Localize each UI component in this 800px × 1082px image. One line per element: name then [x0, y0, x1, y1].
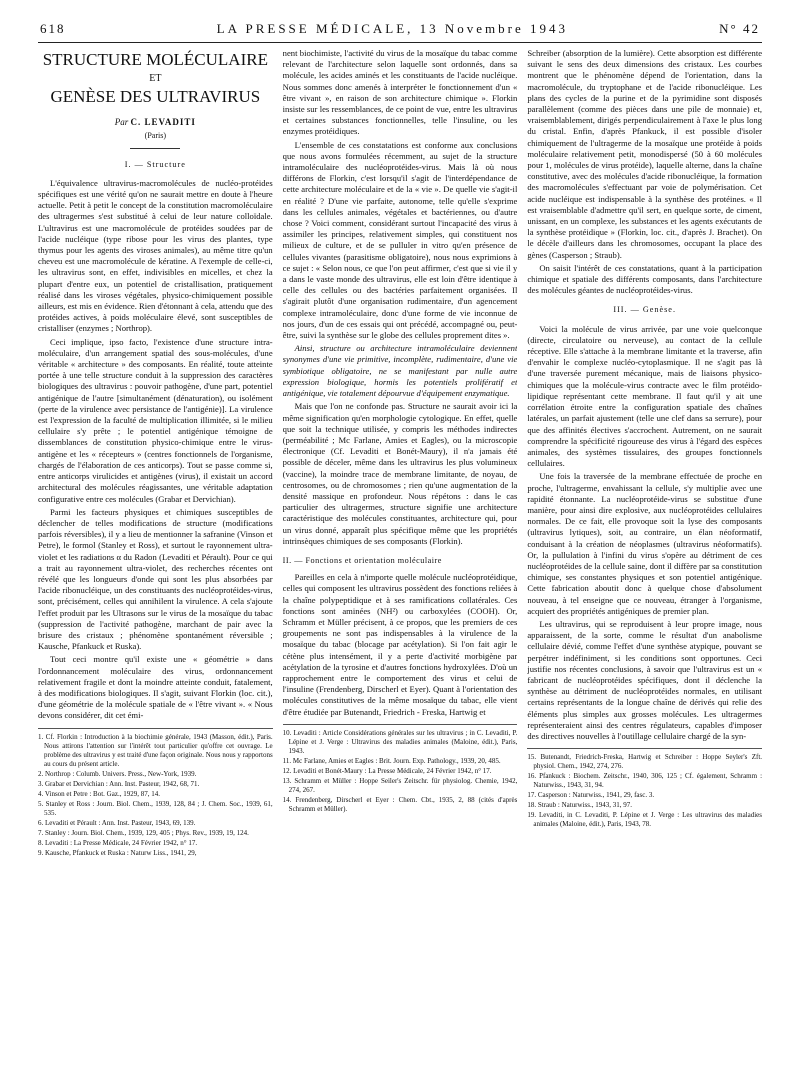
footnote: 18. Straub : Naturwiss., 1943, 31, 97.: [527, 801, 632, 810]
article-title: STRUCTURE MOLÉCULAIRE: [42, 50, 268, 69]
byline: [38, 117, 273, 128]
footnotes: [527, 748, 762, 829]
article-title-conjunction: ET: [149, 73, 162, 84]
footnote: 16. Pfankuck : Biochem. Zeitschr., 1940, 306, 125 ; Cf. également, Schramm : Naturwiss., 1943, 31, 94.: [527, 772, 763, 790]
column-3: [527, 48, 762, 1058]
journal-name: LA PRESSE MÉDICALE,: [216, 21, 414, 36]
footnote: 3. Grabar et Dervichian : Ann. Inst. Pasteur, 1942, 68, 71.: [38, 779, 200, 788]
footnote: 2. Northrop : Columb. Univers. Press., New-York, 1939.: [38, 769, 197, 778]
paragraph: Pareilles en cela à n'importe quelle molécule nucléoprotéidique, celles qui composent les ultravirus possèdent des fonctions reliées à la chaîne polypeptidique et à ses ramifications collatérales. Ces fonctions sont aminées (NH²) ou carboxylées (COOH). Or, Schramm et Müller précisent, à ce propos, que les premiers de ces groupements ne sont pas indispensables à la virulence de la mosaïque du tabac (blocage par acétylation). Si l'on fait agir le cétène plus intensément, il y a perte d'activité morbigène par acétylation de la tyrosine et d'autres fonctions hydroxylées. D'où un rapprochement entre le comportement des virus et celui de l'insuline (Frendenberg, Dirscherl et Eyer). Quant à l'orientation des molécules constitutives de la même mosaïque du tabac, elle vient d'être étudiée par Butenandt, Friedrich - Freska, Hartwig et: [282, 572, 518, 717]
footnotes: [283, 724, 518, 814]
paragraph: On saisit l'intérêt de ces constatations, quant à la participation chimique et spatiale des différents composants, dans l'architecture des molécules géantes de nucléoprotéides-virus.: [527, 262, 763, 296]
paragraph: L'équivalence ultravirus-macromolécules de nucléo-protéides spécifiques est une vérité qu'on ne saurait mettre en doute à l'heure actuelle. Petit à petit le concept de la constitution macromoléculaire des ultragermes s'est substitué à celui de leur nature colloïdale. L'ultravirus est une macromolécule de protéides soudées par de l'acide nucléique (type ribose pour les virus des plantes, type thymus pour les agents des viroses animales), au même titre qu'un cheveu est une macromolécule de kératine. A l'exemple de celle-ci, les ultravirus sont, en effet, indivisibles en micelles, et chez la plupart d'entre eux, un potentiel de cristallisation, pratiquement réalisé dans les viroses végétales, physico-chimiquement possible ailleurs, est mis en évidence. Rien d'étonnant à cela, attendu que des protéides actives, à poids moléculaire élevé, sont susceptibles de cristalliser (enzymes ; Northrop).: [38, 177, 273, 334]
footnote: 6. Levaditi et Pérault : Ann. Inst. Pasteur, 1943, 69, 139.: [38, 818, 196, 827]
footnote: 11. Mc Farlane, Amies et Eagles : Brit. Journ. Exp. Pathology., 1939, 20, 485.: [282, 756, 501, 765]
footnote: 8. Levaditi : La Presse Médicale, 24 Février 1942, n° 17.: [38, 838, 198, 847]
footnote: 13. Schramm et Müller : Hoppe Seiler's Zeitschr. für physiolog. Chemie, 1942, 274, 267.: [282, 776, 518, 794]
article-subtitle: GENÈSE DES ULTRAVIRUS: [50, 87, 261, 107]
paragraph: Parmi les facteurs physiques et chimiques susceptibles de déclencher de telles modifications de structure (modifications parfois réversibles), il y a lieu de mentionner la safranine (Vinson et Petre), le formol (Stanley et Ross), et surtout le rayonnement ultra-violet et les radiations α du Radon (Levaditi et Pérault). Pour ce qui a trait au rayonnement ultra-violet, des recherches récentes ont révélé que les longueurs d'onde qui sont les plus absorbées par l'acide ribonucléique, un des constituants des nucléoprotéides-virus, sont, précisément, celles qui annihilent la virulence. A cela s'ajoute l'effet produit par les Ultrasons sur le virus de la mosaïque du tabac (suppression de l'activité pathogène, marchant de pair avec la brisure des cristaux ; phénomène spontanément réversible ; Kausche, Pfankuck et Ruska).: [38, 506, 273, 652]
paragraph: Schreiber (absorption de la lumière). Cette absorption est différente suivant le sens des deux dimensions des cristaux. Les courbes montrent que le phénomène dépend de l'orientation, dans la macromolécule, du tryptophane et de l'acide ribonucléique. Les plans des cycles de la purine et de la pyrimidine sont disposés parallèlement (comme des pièces dans une pile de monnaie) et, vraisemblablement, dirigés perpendiculairement à l'axe le plus long du cristal. Enfin, d'après Pfankuck, il est possible d'isoler chimiquement de l'ultragerme de la mosaïque une protéide à poids moléculaire relativement petit, monodispersé (50 à 60 molécules pour 1, molécules de virus protéide), laquelle alterne, dans la chaîne constitutive, avec des molécules d'acide ribonucléique, la formation des macromolécules s'effectuant par voie de polymérisation. Cet acide nucléique est indispensable à la synthèse des protéines. « Il est vraisemblable d'admettre qu'il sert, en quelque sorte, de ciment, unissant, en un complexe, les substances et les agents exécutants de la synthèse protéidique » (Florkin, loc. cit., d'après J. Brachet). On le décèle d'ailleurs dans les chromosomes, occupant la place des gènes (Casperson ; Straub).: [527, 48, 763, 260]
footnote: 5. Stanley et Ross : Journ. Biol. Chem., 1939, 128, 84 ; J. Chem. Soc., 1939, 61, 535.: [38, 799, 273, 817]
issue-date: 13 Novembre 1943: [419, 21, 569, 36]
column-1: [38, 48, 273, 1058]
section-heading-fonctions: II. — Fonctions et orientation moléculaire: [282, 555, 442, 565]
header-rule: [38, 42, 762, 43]
footnote: 19. Levaditi, in C. Levaditi, P. Lépine et J. Verge : Les ultravirus des maladies animales (Maloine, édit.), Paris, 1943, 78.: [527, 811, 763, 829]
footnote: 1. Cf. Florkin : Introduction à la biochimie générale, 1943 (Masson, édit.), Paris. Nous attirons l'attention sur l'intérêt tout particulier qu'offre cet ouvrage. Le problème des ultravirus y est traité d'une façon originale. Nous nous y rapportons au cours du présent article.: [38, 732, 273, 768]
footnote: 15. Butenandt, Friedrich-Freska, Hartwig et Schreiber : Hoppe Seyler's Zft. physiol. Chem., 1942, 274, 276.: [527, 753, 763, 771]
paragraph: Les ultravirus, qui se reproduisent à leur propre image, nous apparaissent, de la sorte, comme le résultat d'un anabolisme cellulaire dévié, comme l'effet d'une synthèse atypique, pouvant se perpétrer indéfiniment, si les conditions sont opportunes. Ceci justifie nos récentes conclusions, à savoir que l'ultravirus est un « fabricant de nucléoprotéides spécifiques, dont il déclenche la synthèse au détriment de nucléoprotéides normales, en utilisant certains représentants de la longue chaîne de dérivés qui relie des éléments plus simples aux grosses molécules. Les ultragermes représenteraient ainsi des centres régulateurs, capables d'imposer des directives nouvelles à l'outillage cellulaire chargé de la syn-: [527, 618, 763, 741]
paragraph: Ceci implique, ipso facto, l'existence d'une structure intra-moléculaire, d'un arrangement spatial des sous-molécules, d'une véritable « architecture » des composants. En réalité, toute atteinte portée à une telle structure conduit à la suppression des caractères biologiques des ultravirus : pouvoir pathogène, d'une part, potentiel antigénique de l'autre [simultanément (dénaturation), ou isolément (perte de la virulence avec persistance de l'antigénie)]. La virulence est l'expression de la faculté de multiplication illimitée, si le milieu cellulaire s'y prête ; le potentiel antigénique témoigne de dissemblances de constitution physico-chimique entre le virus-antigène et les « récepteurs » (centres fonctionnels de l'organisme, chargés de l'élaboration de ces anticorps). Tout se passe comme si, entre anticorps virulicides et antigènes (virus), il existait un accord architectural des molécules réagissantes, une véritable adaptation configurative entre ces molécules (Grabar et Dervichian).: [38, 336, 273, 504]
footnote: 17. Casperson : Naturwiss., 1941, 29, fasc. 3.: [527, 791, 655, 800]
paragraph: Une fois la traversée de la membrane effectuée de proche en proche, l'ultragerme, envahissant la cellule, s'y multiplie avec une rapidité étonnante. La nucléoprotéide-virus se substitue d'une manière, pour ainsi dire explosive, aux nucléoprotéides cellulaires normales. De ce fait, elle provoque soit la lyse des composants (ultravirus lytiques), soit, au contraire, un élan néoformatif, conduisant à la création de néoplasmes (ultravirus néoformatifs). Or, la pullulation à l'infini du virus s'opère au détriment de ces nucléoprotéides de la cellule saine, dont il diffère par sa constitution chimique, ses constantes physiques et son potentiel antigénique. Cette fabrication aboutit donc à quelque chose d'absolument nouveau, à tel enseigne que ce nouveau, étranger à l'organisme, acquiert des propriétés antigéniques de premier plan.: [527, 471, 763, 616]
section-heading-structure: I. — Structure: [124, 159, 186, 169]
paragraph: Voici la molécule de virus arrivée, par une voie quelconque (directe, circulatoire ou nerveuse), au contact de la cellule réceptive. Elle s'attache à la membrane limitante et la traverse, afin d'envahir le complexe nucléo-cytoplasmique. Il ne s'agit pas là d'une traversée purement mécanique, mais de liaisons physico-chimiques que la molécule-virus contracte avec le film protéido-lipidique représentant cette membrane. Il faut qu'il y ait une corrélation étroite entre la configuration spatiale des chaînes latérales, un parfait ajustement (telle une clef dans sa serrure), pour que des affinités électives s'accrochent. Autrement, on ne saurait comprendre la spécificité rigoureuse des virus à l'égard des espèces animales, des systèmes tissulaires, des groupes fonctionnels cellulaires.: [527, 323, 763, 469]
column-2: [283, 48, 518, 1058]
footnote: 4. Vinson et Petre : Bot. Gaz., 1929, 87, 14.: [38, 789, 160, 798]
article-columns: [38, 48, 762, 1058]
paragraph: nent biochimiste, l'activité du virus de la mosaïque du tabac comme relevant de l'architecture selon laquelle sont ordonnés, dans sa molécule, les acides aminés et les constituants de l'acide nucléique. Nous sommes donc amenés à interpréter le fonctionnement d'un « être vivant », en raison de son architecture chimique ». Florkin insiste sur les ressemblances, de ce point de vue, entre les ultravirus et certaines substances fonctionnelles, telle l'insuline, ou les enzymes protéidiques.: [282, 48, 518, 137]
journal-title: [217, 21, 568, 37]
section-heading-genese: III. — Genèse.: [613, 305, 676, 315]
author-affiliation: (Paris): [144, 131, 166, 141]
paragraph: Mais que l'on ne confonde pas. Structure ne saurait avoir ici la même signification qu'en morphologie cytologique. En effet, quelle que soit la technique utilisée, y compris les méthodes indirectes (perméabilité ; Mc Farlane, Amies et Eagles), ou la microscopie électronique (Cf. Levaditi et Bonét-Maury), il n'a jamais été possible de déceler, même dans les ultravirus les plus volumineux (vaccine), la moindre trace de membrane limitante, de noyau, de centrosomes, ou de chromosomes ; rien qu'une augmentation de la densité massique en profondeur. Nous répétons : dans le cas particulier des ultragermes, structure signifie une architecture caractéristique des molécules constituantes, architecture qui, pour un virus donné, apparaît plus spécifique même que les propriétés intrinsèques chimiques de ses composants (Florkin).: [282, 401, 518, 546]
footnote: 14. Frendenberg, Dirscherl et Eyer : Chem. Cbt., 1935, 2, 88 (cités d'après Schramm et Müller).: [282, 795, 518, 813]
paragraph: L'ensemble de ces constatations est conforme aux conclusions que nous avons formulées récemment, au sujet de la structure intramoléculaire des nucléoprotéides-virus. Mais là où nous différons de Florkin, c'est lorsqu'il s'agit de l'interdépendance de cette architecture moléculaire et de la « vie ». De quelle vie s'agit-il en réalité ? D'une vie parfaite, autonome, telle qu'elle s'exprime dans les cellules animales, végétales et bactériennes, ou d'autre chose ? Voici comment, considérant surtout l'incapacité des virus à assimiler les principes, relativement simples, qui constituent nos milieux de culture, et de se pulluler in vitro qu'en présence de cellules vivantes (parasitisme obligatoire), nous nous exprimions à ce sujet : « Selon nous, ce que l'on peut affirmer, c'est que si vie il y a dans le vaste monde des ultravirus, elle est loin d'être identique à celle des cellules ou des bactéries parfaitement organisées. Il s'agirait plutôt d'une organisation rudimentaire, d'un agencement complexe intramoléculaire, donc d'une forme de vie inconnue de nos jours, d'un de ces essais qui ont précédé, accompagné ou, peut-être, suivi la synthèse sur le globe des cellules proprement dites ».: [282, 139, 518, 341]
running-header: [40, 18, 760, 40]
byline-prefix: Par: [114, 117, 129, 128]
issue-number: N° 42: [719, 21, 760, 36]
footnote: 7. Stanley : Journ. Biol. Chem., 1939, 129, 405 ; Phys. Rev., 1939, 19, 124.: [38, 828, 249, 837]
footnotes: [38, 728, 273, 858]
footnote: 9. Kausche, Pfankuck et Ruska : Naturw Liss., 1941, 29,: [38, 848, 197, 857]
footnote: 10. Levaditi : Article Considérations générales sur les ultravirus ; in C. Levaditi, P. Lépine et J. Verge : Ultravirus des maladies animales (Maloine, édit.), Paris, 1943.: [282, 728, 518, 755]
paragraph: Ainsi, structure ou architecture intramoléculaire deviennent synonymes d'une vie primitive, incomplète, rudimentaire, d'une vie symbiotique obligatoire, ne se manifestant par nulle autre expression biologique, hormis les potentiels prolifératif et antigénique, vie totalement dépourvue d'équipement enzymatique.: [282, 343, 518, 399]
author-name: C. LEVADITI: [130, 117, 196, 128]
page-number: 618: [40, 21, 66, 36]
paragraph: Tout ceci montre qu'il existe une « géométrie » dans l'ordonnancement moléculaire des virus, ordonnancement relativement fragile et dont la moindre atteinte conduit, fatalement, à des modifications biologiques. Il s'agit, suivant Florkin (loc. cit.), d'une géométrie de la molécule spatiale de « l'être vivant ». « Nous devons considérer, dit cet émi-: [38, 654, 273, 721]
title-divider: [130, 148, 180, 149]
footnote: 12. Levaditi et Bonét-Maury : La Presse Médicale, 24 Février 1942, n° 17.: [282, 766, 492, 775]
